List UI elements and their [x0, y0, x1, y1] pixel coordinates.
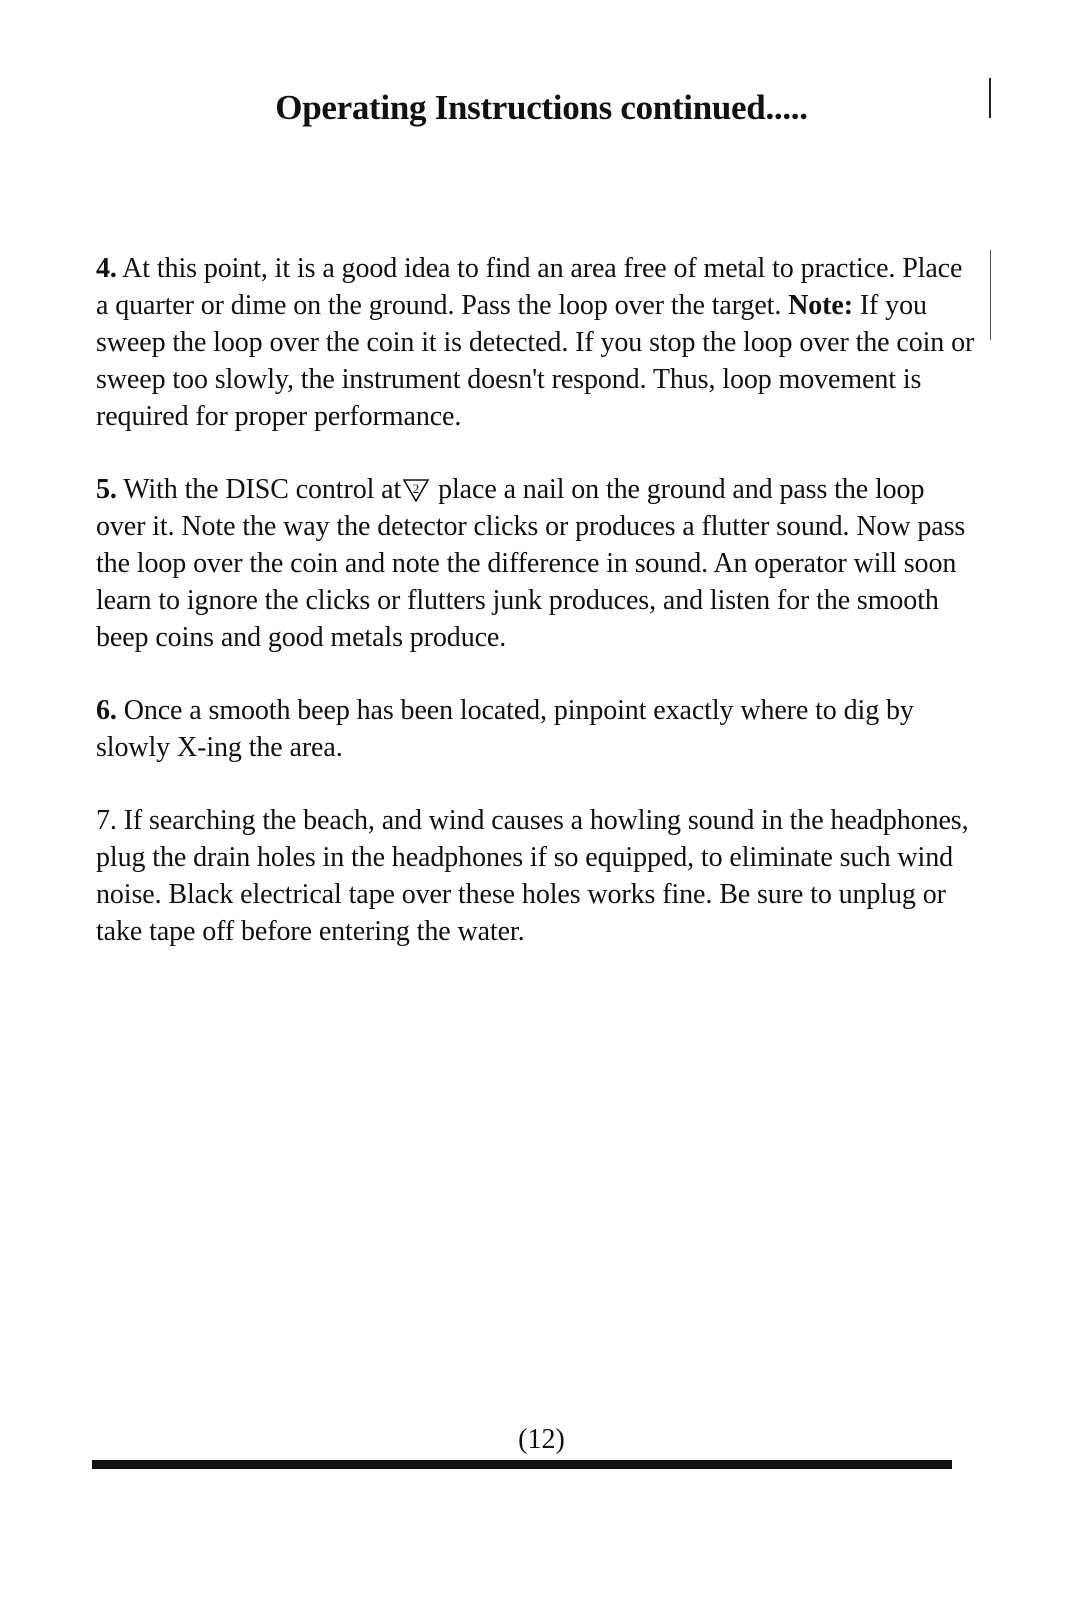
margin-mark — [990, 250, 991, 340]
step-4 — [96, 250, 976, 435]
step-6 — [96, 692, 976, 766]
page-number: (12) — [518, 1424, 565, 1455]
footer-rule — [92, 1460, 952, 1469]
disc-position-label: 2 — [413, 481, 420, 496]
step-number: 5. — [96, 474, 117, 505]
step-number: 4. — [96, 253, 117, 284]
step-text: If you sweep the loop over the coin it is detected. If you stop the loop over the coin or sweep too slowly, the instrument doesn't respond. Thus, loop movement is required for proper performance. — [96, 290, 975, 432]
step-text: Once a smooth beep has been located, pinpoint exactly where to dig by slowly X-ing the area. — [96, 695, 914, 763]
step-number: 6. — [96, 695, 117, 726]
step-text: At this point, it is a good idea to find an area free of metal to practice. Place a quarter or dime on the ground. Pass the loop over the target. — [96, 253, 963, 321]
step-text: If searching the beach, and wind causes a howling sound in the headphones, plug the drain holes in the headphones if so equipped, to eliminate such wind noise. Black electrical tape over these holes works fine. Be sure to unplug or take tape off before entering the water. — [96, 805, 969, 947]
page-title: Operating Instructions continued..... — [275, 88, 808, 127]
step-text: place a nail on the ground and pass the loop over it. Note the way the detector clicks or produces a flutter sound. Now pass the loop over the coin and note the difference in sound. An operator will soon learn to ignore the clicks or flutters junk produces, and listen for the smooth beep coins and good metals produce. — [96, 474, 966, 653]
step-text: With the DISC control at — [116, 474, 402, 505]
step-5 — [96, 471, 976, 656]
note-label: Note: — [788, 290, 853, 321]
instructions-body — [96, 250, 976, 986]
disc-position-triangle-icon — [403, 478, 429, 500]
step-number: 7. — [96, 805, 117, 836]
step-7 — [96, 802, 976, 950]
